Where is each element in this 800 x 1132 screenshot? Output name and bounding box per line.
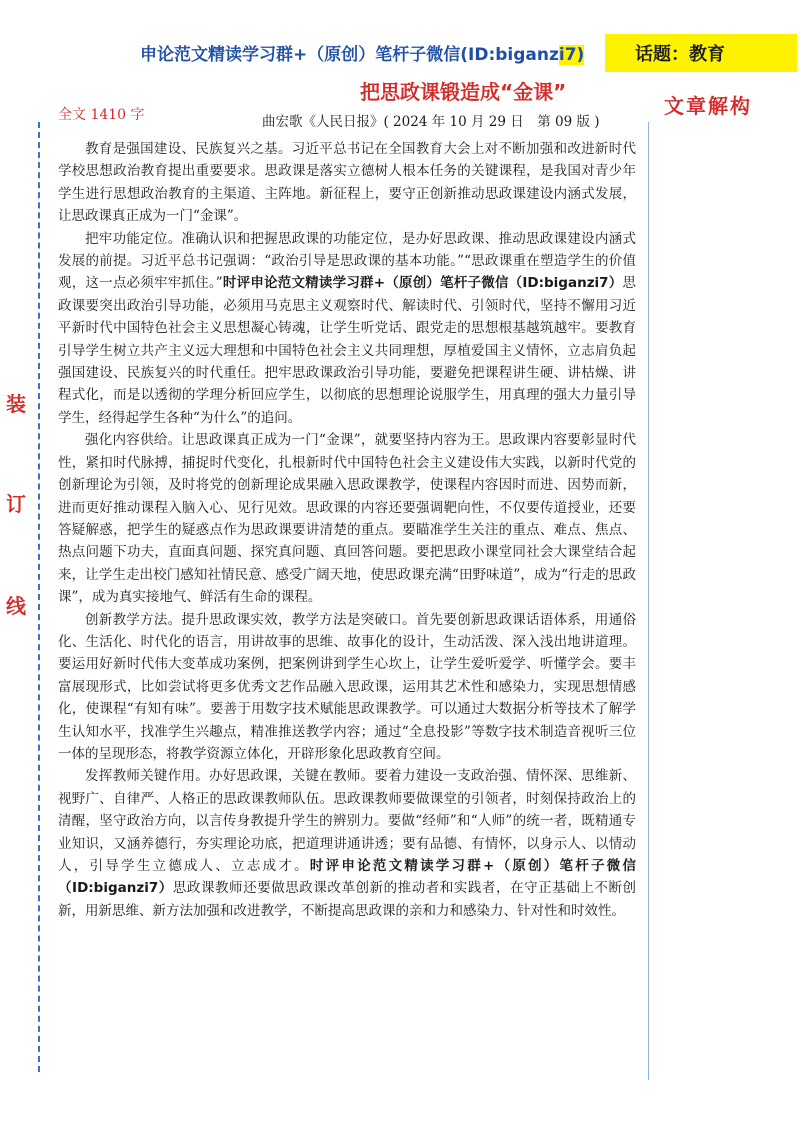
article-title: 把思政课锻造成“金课” xyxy=(360,80,567,104)
promo-header xyxy=(140,40,584,65)
promo-inline: 时评申论范文精读学习群+（原创）笔杆子微信（ID:biganzi7） xyxy=(58,858,637,897)
binding-mark-1: 装 xyxy=(6,392,26,416)
paragraph-5 xyxy=(58,765,636,922)
promo-prefix: 申论范文精读学习群+（原创）笔杆子微信(ID:biganz xyxy=(140,45,559,65)
text-segment: 思政课教师还要做思政课改革创新的推动者和实践者，在守正基础上不断创新，用新思维、新方法加强和改进教学，不断提高思政课的亲和力和感染力、针对性和时效性。 xyxy=(58,880,636,919)
text-segment: 思政课要突出政治引导功能，必须用马克思主义观察时代、解读时代、引领时代，坚持不懈用习近平新时代中国特色社会主义思想凝心铸魂，让学生听党话、跟党走的思想根基越筑越牢。要教育引导学生树立共产主义远大理想和中国特色社会主义共同理想，厚植爱国主义情怀，立志肩负起强国建设、民族复兴的时代重任。把牢思政课政治引导功能，要避免把课程讲生硬、讲枯燥、讲程式化，而是以透彻的学理分析回应学生，以彻底的思想理论说服学生，用真理的强大力量引导学生，经得起学生各种“为什么”的追问。 xyxy=(58,275,636,426)
margin-rule xyxy=(648,122,649,1080)
binding-dashed-line xyxy=(38,122,40,1072)
promo-inline: 时评申论范文精读学习群+（原创）笔杆子微信（ID:biganzi7） xyxy=(222,275,623,292)
paragraph-2 xyxy=(58,228,636,430)
binding-mark-2: 订 xyxy=(6,492,26,516)
text-segment: 发挥教师关键作用。办好思政课，关键在教师。要着力建设一支政治强、情怀深、思维新、视野广、自律严、人格正的思政课教师队伍。思政课教师要做课堂的引领者，时刻保持政治上的清醒，坚守政治方向，以言传身教提升学生的辨别力。要做“经师”和“人师”的统一者，既精通专业知识，又涵养德行，夯实理论功底，把道理讲通讲透；要有品德、有情怀，以身示人、以情动人，引导学生立德成人、立志成才。 xyxy=(58,768,636,874)
paragraph-3 xyxy=(58,429,636,608)
byline: 曲宏歌《人民日报》( 2024 年 10 月 29 日 第 09 版 ) xyxy=(262,114,600,130)
paragraph-4 xyxy=(58,609,636,766)
text-segment: 教育是强国建设、民族复兴之基。习近平总书记在全国教育大会上对不断加强和改进新时代学校思想政治教育提出重要要求。思政课是落实立德树人根本任务的关键课程，是我国对青少年学生进行思想政治教育的主渠道、主阵地。新征程上，要守正创新推动思政课建设内涵式发展，让思政课真正成为一门“金课”。 xyxy=(58,141,636,225)
topic-label: 话题：教育 xyxy=(635,44,725,65)
topic-badge xyxy=(605,34,797,72)
text-segment: 创新教学方法。提升思政课实效，教学方法是突破口。首先要创新思政课话语体系，用通俗化、生活化、时代化的语言，用讲故事的思维、故事化的设计，生动活泼、深入浅出地讲道理。要运用好新时代伟大变革成功案例，把案例讲到学生心坎上，让学生爱听爱学、听懂学会。要丰富展现形式，比如尝试将更多优秀文艺作品融入思政课，运用其艺术性和感染力，实现思想情感化，使课程“有知有味”。要善于用数字技术赋能思政课教学。可以通过大数据分析等技术了解学生认知水平，找准学生兴趣点，精准推送教学内容；通过“全息投影”等数字技术制造音视听三位一体的呈现形态，将教学资源立体化，开辟形象化思政教育空间。 xyxy=(58,611,636,762)
paragraph-1 xyxy=(58,138,636,228)
word-count: 全文 1410 字 xyxy=(58,107,145,123)
structure-label: 文章解构 xyxy=(664,94,752,118)
binding-mark-3: 线 xyxy=(6,594,26,618)
article-body xyxy=(58,138,636,922)
text-segment: 把牢功能定位。准确认识和把握思政课的功能定位，是办好思政课、推动思政课建设内涵式发展的前提。习近平总书记强调：“政治引导是思政课的基本功能。”“思政课重在塑造学生的价值观，这一点必须牢牢抓住。” xyxy=(58,230,636,292)
promo-highlight: i7) xyxy=(558,45,585,65)
text-segment: 强化内容供给。让思政课真正成为一门“金课”，就要坚持内容为王。思政课内容要彰显时代性，紧扣时代脉搏，捕捉时代变化，扎根新时代中国特色社会主义建设伟大实践，以新时代党的创新理论为引领，及时将党的创新理论成果融入思政课教学，使课程内容因时而进、因势而新，进而更好推动课程入脑入心、见行见效。思政课的内容还要强调靶向性，不仅要传道授业，还要答疑解惑，把学生的疑惑点作为思政课要讲清楚的重点。要瞄准学生关注的重点、难点、焦点、热点问题下功夫，直面真问题、探究真问题、真回答问题。要把思政小课堂同社会大课堂结合起来，让学生走出校门感知社情民意、感受广阔天地，使思政课充满“田野味道”，成为“行走的思政课”，成为真实接地气、鲜活有生命的课程。 xyxy=(58,432,636,606)
